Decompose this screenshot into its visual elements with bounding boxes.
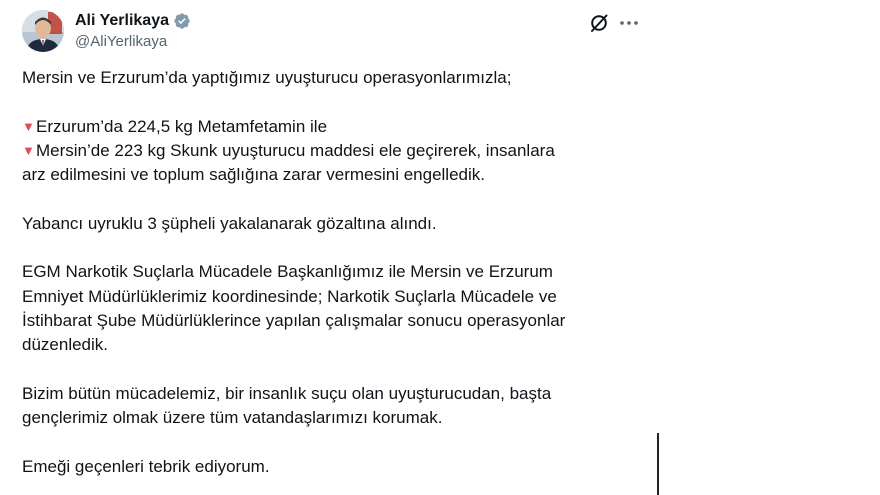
tweet-bullet-2 <box>22 139 647 163</box>
tweet-para-3-line-1: EGM Narkotik Suçlarla Mücadele Başkanlığımız ile Mersin ve Erzurum <box>22 262 553 282</box>
tweet-bullet-1 <box>22 115 647 139</box>
tweet-bullet-2-cont: arz edilmesini ve toplum sağlığına zarar vermesini engelledik. <box>22 165 485 185</box>
verified-badge-icon <box>173 12 191 30</box>
tweet-para-3-line-3: İstihbarat Şube Müdürlüklerince yapılan çalışmalar sonucu operasyonlar <box>22 310 566 330</box>
avatar[interactable] <box>22 10 64 52</box>
author-handle[interactable]: @AliYerlikaya <box>75 33 168 50</box>
avatar-photo <box>22 10 64 52</box>
tweet-text <box>22 66 647 479</box>
red-down-triangle-icon: ▼ <box>22 118 35 134</box>
more-options-icon[interactable] <box>618 12 640 34</box>
tweet-para-5: Emeği geçenleri tebrik ediyorum. <box>22 456 270 476</box>
tweet-para-3-line-2: Emniyet Müdürlüklerimiz koordinesinde; Narkotik Suçlarla Mücadele ve <box>22 286 557 306</box>
tweet-para-3-line-4: düzenledik. <box>22 335 109 355</box>
tweet-bullet-2-text: Mersin’de 223 kg Skunk uyuşturucu maddesi ele geçirerek, insanlara <box>36 140 555 160</box>
author-name-row <box>75 11 191 31</box>
tweet-para-2: Yabancı uyruklu 3 şüpheli yakalanarak gözaltına alındı. <box>22 213 437 233</box>
red-down-triangle-icon: ▼ <box>22 142 35 158</box>
grok-icon[interactable] <box>588 12 610 34</box>
tweet-para-4-line-1: Bizim bütün mücadelemiz, bir insanlık suçu olan uyuşturucudan, başta <box>22 383 552 403</box>
tweet-bullet-1-text: Erzurum’da 224,5 kg Metamfetamin ile <box>36 116 328 136</box>
tweet-intro: Mersin ve Erzurum’da yaptığımız uyuşturucu operasyonlarımızla; <box>22 68 512 87</box>
tweet-para-4-line-2: gençlerimiz olmak üzere tüm vatandaşlarımızı korumak. <box>22 408 443 428</box>
author-display-name[interactable]: Ali Yerlikaya <box>75 12 169 29</box>
scrollbar-edge <box>657 433 659 495</box>
